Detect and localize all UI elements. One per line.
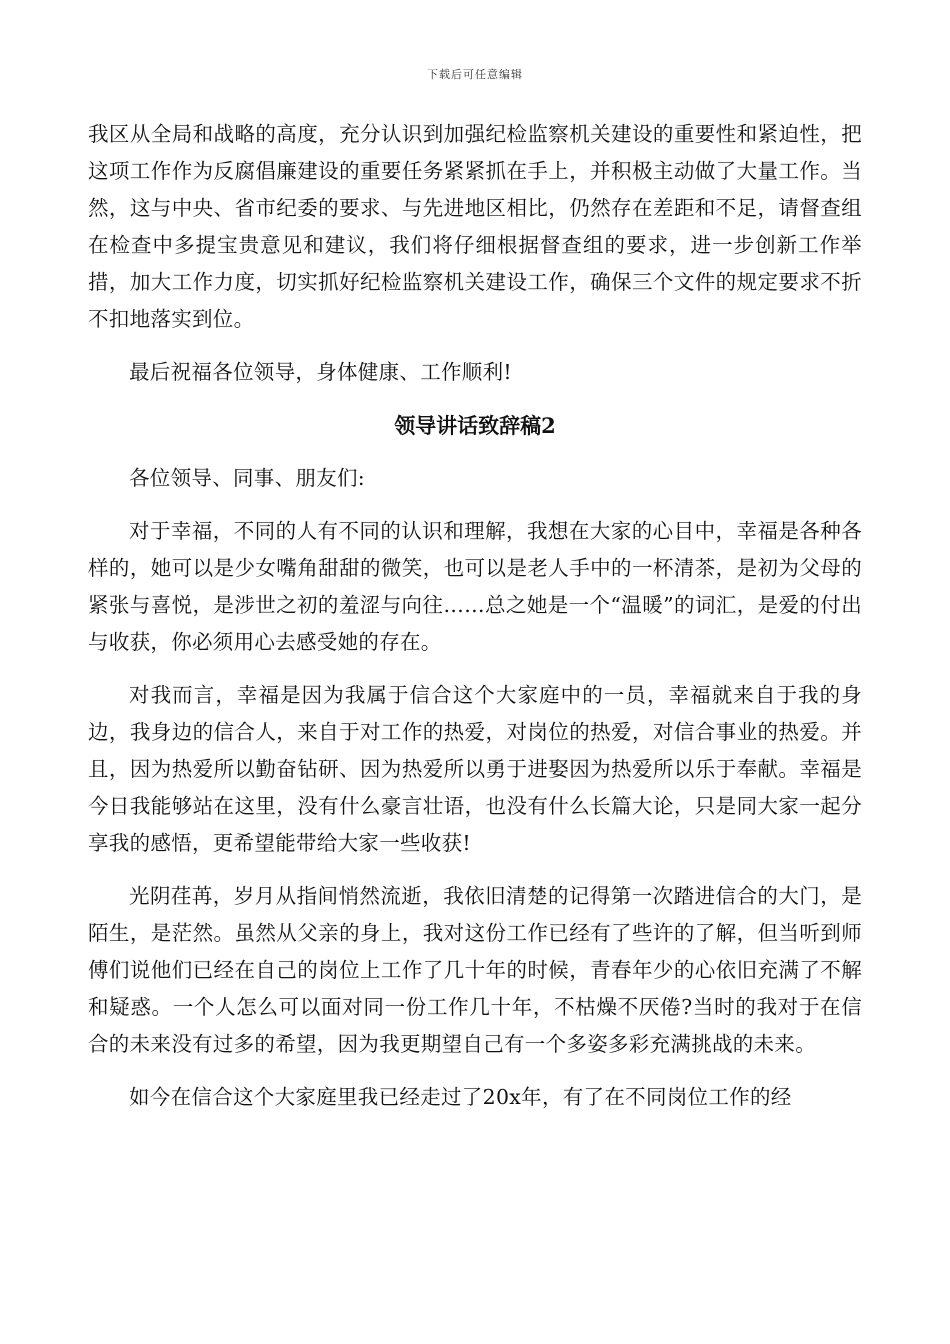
paragraph-time-flies: 光阴荏苒，岁月从指间悄然流逝，我依旧清楚的记得第一次踏进信合的大门，是陌生，是茫然。虽然从父亲的身上，我对这份工作已经有了些许的了解，但当听到师傅们说他们已经在自己的岗位上工作了几十年的时候，青春年少的心依旧充满了不解和疑惑。一个人怎么可以面对同一份工作几十年，不枯燥不厌倦?当时的我对于在信合的未来没有过多的希望，因为我更期望自己有一个多姿多彩充满挑战的未来。 [88, 884, 862, 1056]
paragraph-gap [88, 444, 862, 460]
paragraph-gap [88, 1063, 862, 1079]
page-header: 下载后可任意编辑 [427, 68, 523, 81]
paragraph-gap [88, 661, 862, 677]
paragraph-for-me: 对我而言，幸福是因为我属于信合这个大家庭中的一员，幸福就来自于我的身边，我身边的信合人，来自于对工作的热爱，对岗位的热爱，对信合事业的热爱。并且，因为热爱所以勤奋钻研、因为热爱所以勇于进娶因为热爱所以乐于奉献。幸福是今日我能够站在这里，没有什么豪言壮语，也没有什么长篇大论，只是同大家一起分享我的感悟，更希望能带给大家一些收获! [88, 683, 862, 855]
paragraph-happiness: 对于幸福，不同的人有不同的认识和理解，我想在大家的心目中，幸福是各种各样的，她可以是少女嘴角甜甜的微笑，也可以是老人手中的一杯清茶，是初为父母的紧张与喜悦，是涉世之初的羞涩与向往……总之她是一个“温暖”的词汇，是爱的付出与收获，你必须用心去感受她的存在。 [88, 519, 862, 654]
paragraph-gap [88, 338, 862, 354]
paragraph-gap [88, 497, 862, 513]
paragraph-gap [88, 391, 862, 407]
paragraph-gap [88, 862, 862, 878]
paragraph-closing-wishes: 最后祝福各位领导，身体健康、工作顺利! [129, 360, 512, 384]
paragraph-now: 如今在信合这个大家庭里我已经走过了20x年，有了在不同岗位工作的经 [129, 1085, 792, 1109]
paragraph-salutation: 各位领导、同事、朋友们: [129, 466, 366, 490]
document-body [88, 116, 862, 1116]
paragraph-work-summary: 我区从全局和战略的高度，充分认识到加强纪检监察机关建设的重要性和紧迫性，把这项工作作为反腐倡廉建设的重要任务紧紧抓在手上，并积极主动做了大量工作。当然，这与中央、省市纪委的要求、与先进地区相比，仍然存在差距和不足，请督查组在检查中多提宝贵意见和建议，我们将仔细根据督查组的要求，进一步创新工作举措，加大工作力度，切实抓好纪检监察机关建设工作，确保三个文件的规定要求不折不扣地落实到位。 [88, 122, 862, 331]
section-title: 领导讲话致辞稿2 [394, 413, 556, 438]
